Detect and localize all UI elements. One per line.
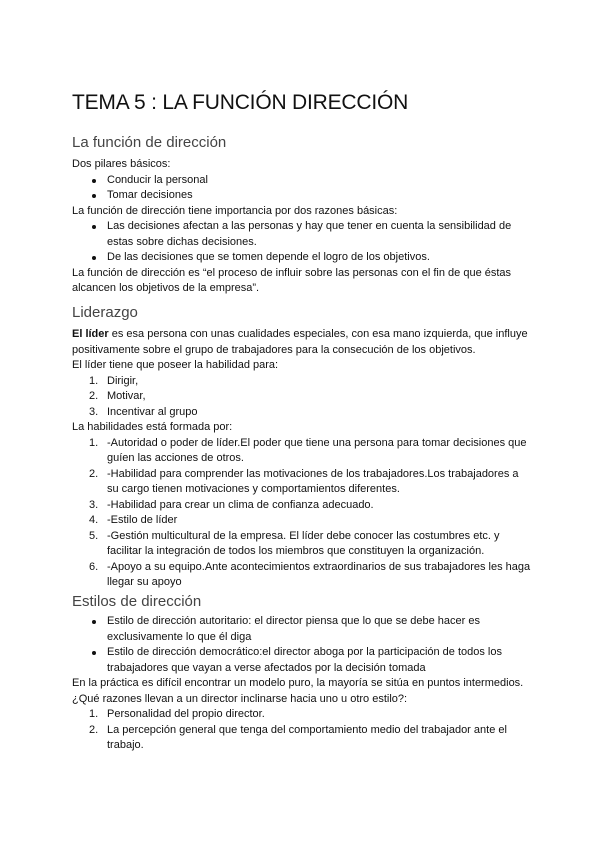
reasons-list	[72, 219, 532, 266]
list-item: Tomar decisiones	[72, 188, 532, 204]
section-liderazgo	[72, 327, 532, 591]
definition-paragraph: La función de dirección es “el proceso de influir sobre las personas con el fin de que éstas alcancen los objetivos de la empresa”.	[72, 266, 512, 294]
pillars-list	[72, 173, 532, 204]
list-item: 4. -Estilo de líder	[89, 514, 178, 526]
leader-description: es esa persona con unas cualidades especiales, con esa mano izquierda, que influye positivamente sobre el grupo de trabajadores para la consecución de los objetivos.	[72, 328, 528, 356]
abilities-list	[72, 374, 532, 421]
skills-intro: La habilidades está formada por:	[72, 421, 233, 433]
list-item: 1. -Autoridad o poder de líder.El poder que tiene una persona para tomar decisiones que guíen las acciones de otros.	[89, 436, 527, 464]
page-title: TEMA 5 : LA FUNCIÓN DIRECCIÓN	[72, 91, 409, 114]
list-item: 2. La percepción general que tenga del comportamiento medio del trabajador ante el trabajo.	[89, 723, 507, 751]
list-item: Las decisiones afectan a las personas y hay que tener en cuenta la sensibilidad de estas sobre dichas decisiones.	[72, 219, 532, 250]
heading-liderazgo: Liderazgo	[72, 304, 138, 321]
list-item: 3. Incentivar al grupo	[89, 405, 198, 418]
heading-estilos-direccion: Estilos de dirección	[72, 593, 202, 610]
skills-list	[72, 436, 532, 591]
list-item: De las decisiones que se tomen depende el logro de los objetivos.	[72, 250, 532, 266]
list-item: 2. -Habilidad para comprender las motivaciones de los trabajadores.Los trabajadores a su cargo tienen motivaciones y comportamientos diferentes.	[89, 467, 519, 495]
list-item: Estilo de dirección democrático:el director aboga por la participación de todos los trabajadores que vayan a verse afectados por la decisión tomada	[72, 645, 532, 676]
practice-paragraph: En la práctica es difícil encontrar un modelo puro, la mayoría se sitúa en puntos intermedios.	[72, 677, 524, 689]
list-item: 5. -Gestión multicultural de la empresa. El líder debe conocer las costumbres etc. y facilitar la integración de todos los miembros que constituyen la organización.	[89, 529, 500, 557]
leader-term: El líder	[72, 328, 109, 340]
leader-paragraph	[72, 327, 532, 358]
list-item: 3. -Habilidad para crear un clima de confianza adecuado.	[89, 498, 374, 511]
abilities-intro: El líder tiene que poseer la habilidad para:	[72, 359, 279, 371]
list-item: 2. Motivar,	[89, 390, 146, 402]
section-funcion-direccion	[72, 157, 532, 297]
question-paragraph: ¿Qué razones llevan a un director inclinarse hacia uno u otro estilo?:	[72, 692, 408, 705]
style-reasons-list	[72, 707, 532, 754]
list-item: 6. -Apoyo a su equipo.Ante acontecimientos extraordinarios de sus trabajadores les haga llegar su apoyo	[89, 560, 531, 588]
list-item: 1. Dirigir,	[89, 374, 139, 387]
pillars-intro: Dos pilares básicos:	[72, 158, 171, 170]
list-item: 1. Personalidad del propio director.	[89, 708, 265, 720]
styles-list	[72, 614, 532, 676]
list-item: Conducir la personal	[72, 173, 532, 189]
heading-funcion-direccion: La función de dirección	[72, 134, 227, 151]
list-item: Estilo de dirección autoritario: el director piensa que lo que se debe hacer es exclusivamente lo que él diga	[72, 614, 532, 645]
reasons-intro: La función de dirección tiene importancia por dos razones básicas:	[72, 204, 398, 217]
section-estilos-direccion	[72, 614, 532, 754]
